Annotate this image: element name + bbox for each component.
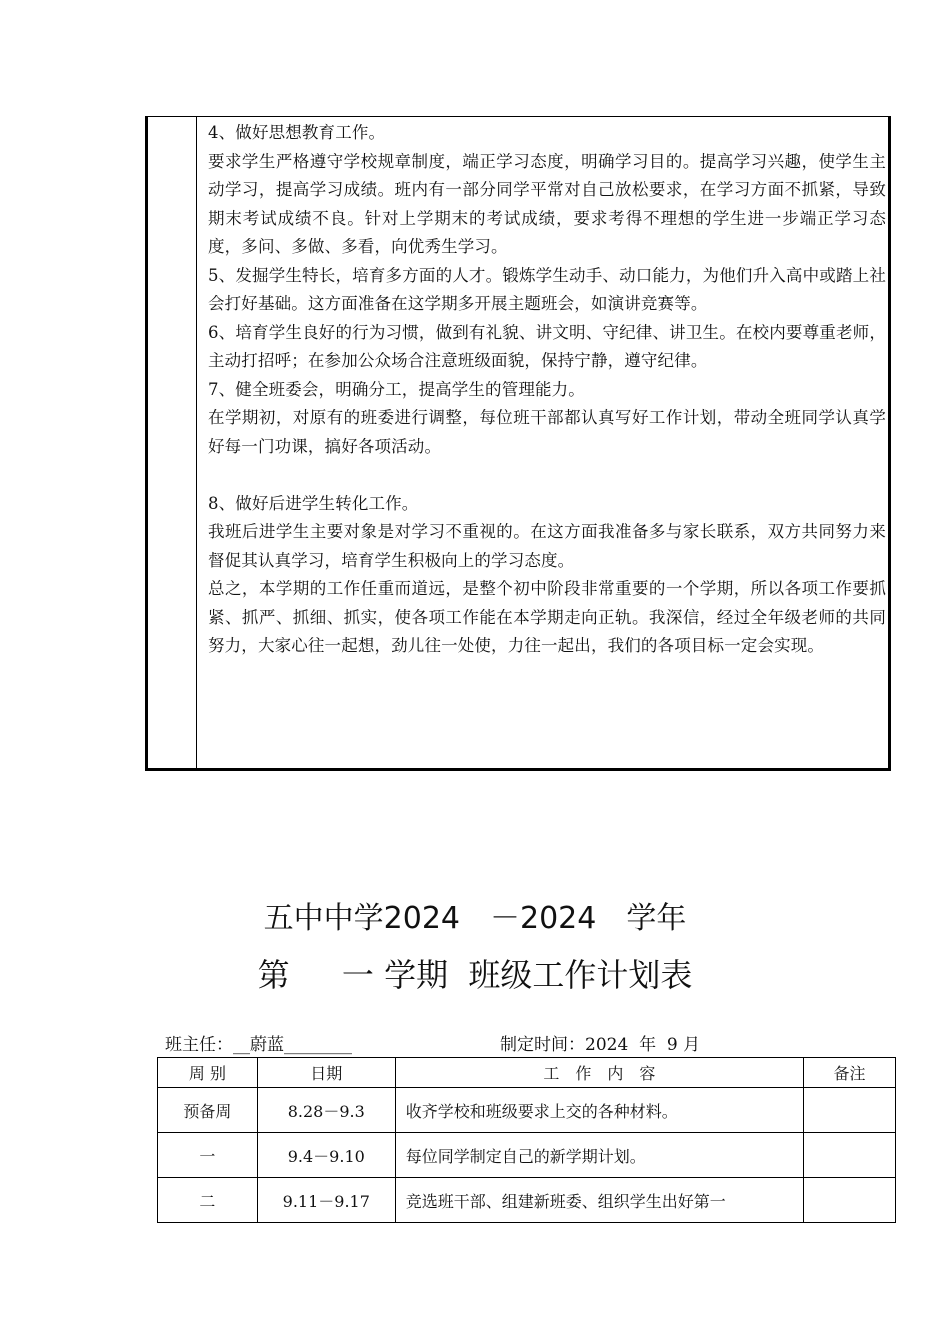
column-divider	[196, 117, 197, 768]
cell-week: 一	[158, 1133, 258, 1178]
header-week: 周 别	[158, 1058, 258, 1088]
paragraph: 7、健全班委会，明确分工，提高学生的管理能力。	[208, 379, 585, 399]
cell-date: 8.28－9.3	[257, 1088, 395, 1133]
paragraph: 总之，本学期的工作任重而道远，是整个初中阶段非常重要的一个学期，所以各项工作要抓紧、抓严、抓细、抓实，使各项工作能在本学期走向正轨。我深信，经过全年级老师的共同努力，大家心往一起想，劲儿往一处使，力往一起出，我们的各项目标一定会实现。	[208, 579, 886, 655]
blank-line	[208, 461, 886, 490]
title-line-2: 第 一 学期 班级工作计划表	[257, 956, 693, 994]
table-row	[158, 1178, 896, 1223]
creation-date: 制定时间：2024 年 9 月	[500, 1035, 701, 1055]
cell-week: 二	[158, 1178, 258, 1223]
cell-content: 收齐学校和班级要求上交的各种材料。	[395, 1088, 803, 1133]
cell-content: 竞选班干部、组建新班委、组织学生出好第一	[395, 1178, 803, 1223]
paragraph: 我班后进学生主要对象是对学习不重视的。在这方面我准备多与家长联系，双方共同努力来督促其认真学习，培育学生积极向上的学习态度。	[208, 522, 886, 570]
document-title	[0, 893, 950, 937]
table-row	[158, 1088, 896, 1133]
plan-table	[157, 1057, 896, 1223]
continuation-box	[145, 116, 891, 771]
table-row	[158, 1133, 896, 1178]
paragraph: 在学期初，对原有的班委进行调整，每位班干部都认真写好工作计划，带动全班同学认真学好每一门功课，搞好各项活动。	[208, 408, 886, 456]
paragraph: 要求学生严格遵守学校规章制度，端正学习态度，明确学习目的。提高学习兴趣，使学生主动学习，提高学习成绩。班内有一部分同学平常对自己放松要求，在学习方面不抓紧，导致期末考试成绩不良。针对上学期末的考试成绩，要求考得不理想的学生进一步端正学习态度，多问、多做、多看，向优秀生学习。	[208, 151, 886, 256]
table-header-row	[158, 1058, 896, 1088]
document-subtitle	[0, 950, 950, 996]
title-line-1: 五中中学2024 －2024 学年	[263, 901, 687, 936]
cell-note	[804, 1178, 896, 1223]
header-date: 日期	[257, 1058, 395, 1088]
cell-date: 9.11－9.17	[257, 1178, 395, 1223]
cell-content: 每位同学制定自己的新学期计划。	[395, 1133, 803, 1178]
cell-note	[804, 1088, 896, 1133]
header-note: 备注	[804, 1058, 896, 1088]
plan-text	[208, 119, 886, 661]
cell-week: 预备周	[158, 1088, 258, 1133]
paragraph: 8、做好后进学生转化工作。	[208, 493, 419, 513]
paragraph: 5、发掘学生特长，培育多方面的人才。锻炼学生动手、动口能力，为他们升入高中或踏上社会打好基础。这方面准备在这学期多开展主题班会，如演讲竞赛等。	[208, 265, 886, 313]
head-teacher: 班主任：__蔚蓝________	[165, 1035, 352, 1055]
cell-note	[804, 1133, 896, 1178]
paragraph: 4、做好思想教育工作。	[208, 123, 386, 142]
paragraph: 6、培育学生良好的行为习惯，做到有礼貌、讲文明、守纪律、讲卫生。在校内要尊重老师，主动打招呼；在参加公众场合注意班级面貌，保持宁静，遵守纪律。	[208, 322, 886, 370]
header-content: 工 作 内 容	[395, 1058, 803, 1088]
cell-date: 9.4－9.10	[257, 1133, 395, 1178]
